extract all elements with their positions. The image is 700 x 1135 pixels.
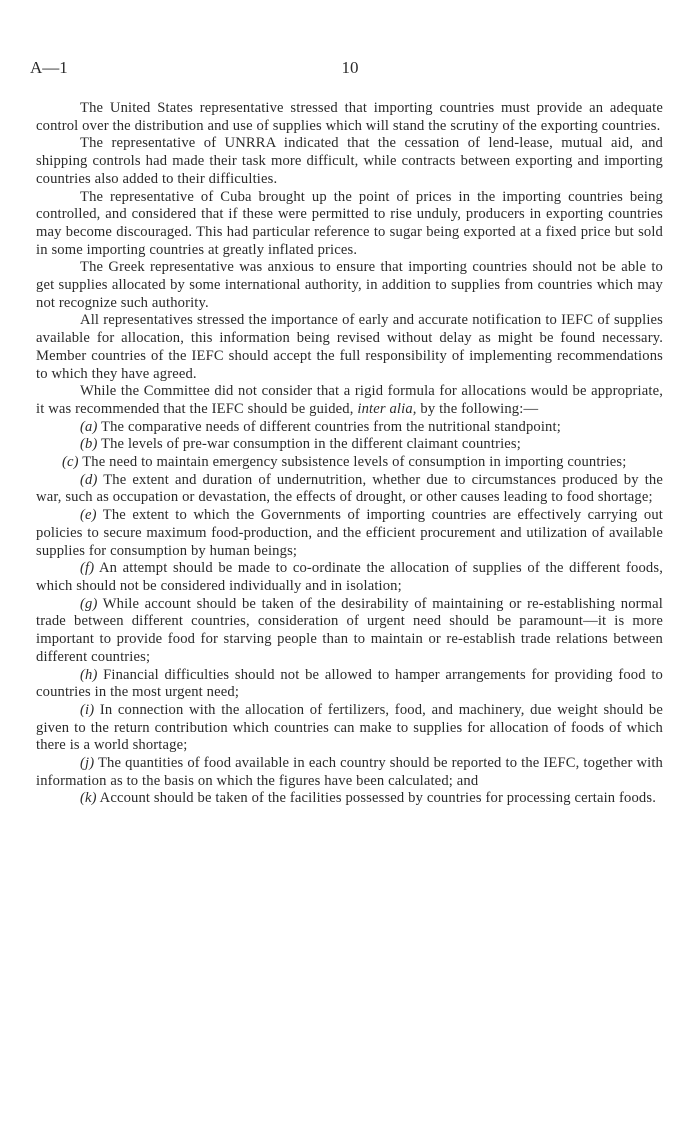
item-label: (c) [62, 454, 79, 471]
item-text: The levels of pre-war consumption in the different claimant countries; [97, 436, 521, 453]
item-label: (j) [80, 755, 95, 772]
paragraph-cuba-representative: The representative of Cuba brought up the point of prices in the importing countries being controlled, and considered that if these were permitted to rise unduly, producers in exporting countries may become discouraged. This had particular reference to sugar being exported at a fixed price but sold in some importing countries at greatly inflated prices. [36, 188, 663, 258]
list-item-g [36, 596, 663, 667]
item-text: In connection with the allocation of fertilizers, food, and machinery, due weight should be given to the return contribution which countries can make to supplies for allocation of foods of which there is a world shortage; [36, 701, 663, 754]
item-text: Account should be taken of the facilities possessed by countries for processing certain foods. [96, 790, 657, 807]
item-text: While account should be taken of the desirability of maintaining or re-establishing normal trade between different countries, consideration of urgent need should be paramount—it is more important to provide food for starving people than to maintain or re-establish trade relations between different countries; [36, 595, 663, 665]
item-label: (d) [80, 471, 98, 488]
list-item-d [36, 472, 663, 507]
list-item-j [36, 755, 663, 790]
intro-text-before: While the Committee did not consider that a rigid formula for allocations would be appropriate, it was recommended that the IEFC should be guided, [36, 383, 663, 417]
item-text: The need to maintain emergency subsistence levels of consumption in importing countries; [78, 454, 627, 471]
intro-latin-phrase: inter alia, [357, 400, 417, 417]
item-label: (h) [80, 666, 98, 683]
item-text: The extent to which the Governments of importing countries are effectively carrying out policies to secure maximum food-production, and the efficient procurement and utilization of available supplies for consumption by human beings; [36, 507, 663, 559]
item-text: Financial difficulties should not be allowed to hamper arrangements for providing food to countries in the most urgent need; [36, 666, 663, 701]
list-item-f [36, 560, 663, 595]
item-text: The quantities of food available in each country should be reported to the IEFC, together with information as to the basis on which the figures have been calculated; and [36, 755, 663, 789]
intro-text-after: by the following:— [416, 400, 539, 417]
item-text: The comparative needs of different countries from the nutritional standpoint; [97, 418, 561, 435]
item-label: (k) [80, 790, 97, 807]
item-text: An attempt should be made to co-ordinate the allocation of supplies of the different foods, which should not be considered individually and in isolation; [36, 560, 663, 594]
item-text: The extent and duration of undernutrition, whether due to circumstances produced by the war, such as occupation or devastation, the effects of drought, or other causes leading to food shortage; [36, 471, 663, 506]
item-label: (g) [80, 595, 98, 612]
item-label: (b) [80, 436, 98, 453]
page-header [0, 58, 700, 82]
list-item-i [36, 702, 663, 755]
paragraph-greek-representative: The Greek representative was anxious to ensure that importing countries should not be able to get supplies allocated by some international authority, in addition to supplies from countries which may not recognize such authority. [36, 259, 663, 311]
paragraph-committee-intro [36, 383, 663, 418]
page-number: 10 [341, 58, 359, 77]
paragraph-all-representatives: All representatives stressed the importance of early and accurate notification to IEFC of supplies available for allocation, this information being revised without delay as might be found necessary. Member countries of the IEFC should accept the full responsibility of implementing recommendations to which they have agreed. [36, 312, 663, 382]
paragraph-unrra-representative: The representative of UNRRA indicated that the cessation of lend-lease, mutual aid, and shipping controls had made their task more difficult, while contracts between exporting and importing countries also added to their difficulties. [36, 135, 663, 187]
item-label: (f) [80, 560, 95, 577]
paragraph-us-representative: The United States representative stressed that importing countries must provide an adequate control over the distribution and use of supplies which will stand the scrutiny of the exporting countries. [36, 100, 663, 134]
list-item-e [36, 507, 663, 560]
document-reference: A—1 [30, 58, 68, 77]
list-item-h [36, 667, 663, 702]
list-item-c [36, 454, 663, 472]
document-body [36, 100, 663, 808]
list-item-a [36, 419, 663, 437]
item-label: (i) [80, 701, 95, 718]
list-item-b [36, 436, 663, 454]
item-label: (e) [80, 507, 97, 524]
item-label: (a) [80, 418, 98, 435]
list-item-k [36, 790, 663, 808]
